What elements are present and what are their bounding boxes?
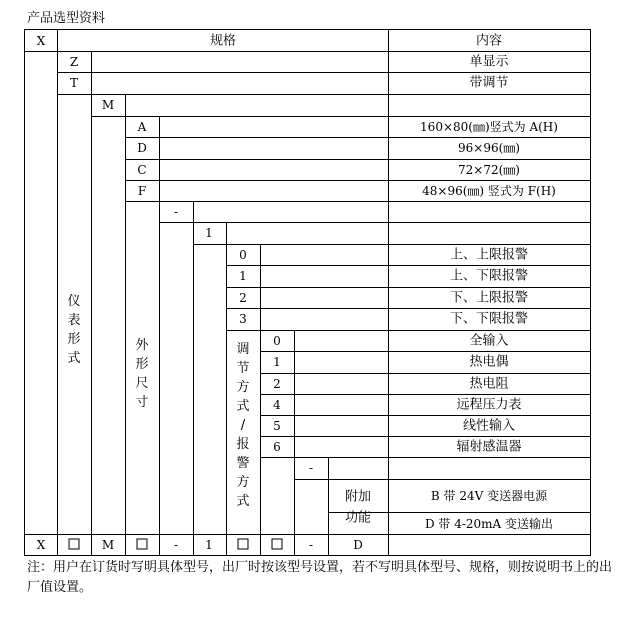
control-alarm-label: 调 节 方 式 / 报 警 方 式: [236, 342, 250, 509]
code-dash-2: -: [308, 461, 314, 475]
code-t: T: [69, 76, 79, 90]
footer-m: M: [101, 538, 115, 552]
header-code: X: [36, 34, 46, 48]
input-content-2: 热电阻: [469, 376, 509, 392]
footer-dash-2: -: [308, 538, 314, 552]
alarm-code-2: 2: [239, 291, 247, 305]
extra-function-label-2: 功能: [344, 510, 372, 526]
content-f: 48×96(㎜) 竖式为 F(H): [422, 184, 556, 198]
input-code-4: 5: [273, 419, 281, 433]
footer-box-3: [238, 539, 249, 552]
outer-size-label: 外 形 尺 寸: [135, 338, 149, 410]
footer-one: 1: [205, 538, 213, 552]
footer-dash: -: [173, 538, 179, 552]
alarm-content-0: 上、上限报警: [449, 247, 529, 263]
footer-d: D: [353, 538, 363, 552]
input-content-4: 线性输入: [462, 418, 516, 434]
alarm-code-0: 0: [239, 248, 247, 262]
instrument-form-label: 仪 表 形 式: [67, 294, 81, 366]
order-note: 注：用户在订货时写明具体型号，出厂时按该型号设置，若不写明具体型号、规格，则按说明书上的出厂值设置。: [27, 560, 613, 595]
alarm-content-3: 下、下限报警: [449, 311, 529, 327]
code-a: A: [137, 120, 147, 134]
footer-box-1: [69, 539, 80, 552]
code-one: 1: [205, 226, 213, 240]
input-code-5: 6: [273, 440, 281, 454]
content-d: 96×96(㎜): [458, 141, 520, 155]
extra-content-b: B 带 24V 变送器电源: [430, 489, 548, 503]
header-content: 内容: [475, 33, 503, 49]
code-z: Z: [69, 55, 79, 69]
code-dash: -: [173, 205, 179, 219]
input-content-1: 热电偶: [469, 354, 509, 370]
input-code-2: 2: [273, 377, 281, 391]
extra-content-d: D 带 4-20mA 变送输出: [424, 517, 554, 531]
header-spec: 规格: [209, 33, 237, 49]
code-f: F: [137, 184, 147, 198]
input-content-3: 远程压力表: [456, 397, 522, 413]
footer-box-4: [272, 539, 283, 552]
content-a: 160×80(㎜)竖式为 A(H): [420, 120, 558, 134]
alarm-content-2: 下、上限报警: [449, 290, 529, 306]
code-d: D: [137, 141, 147, 155]
input-code-0: 0: [273, 334, 281, 348]
footer-box-2: [137, 539, 148, 552]
alarm-code-1: 1: [239, 269, 247, 283]
input-content-0: 全输入: [469, 333, 509, 349]
input-content-5: 辐射感温器: [456, 439, 522, 455]
content-c: 72×72(㎜): [458, 163, 520, 177]
content-t: 带调节: [469, 75, 509, 91]
footer-x: X: [36, 538, 46, 552]
alarm-code-3: 3: [239, 312, 247, 326]
code-m: M: [101, 98, 115, 112]
code-c: C: [137, 163, 147, 177]
page-title: 产品选型资料: [27, 11, 106, 26]
alarm-content-1: 上、下限报警: [449, 268, 529, 284]
input-code-3: 4: [273, 398, 281, 412]
extra-function-label-1: 附加: [344, 489, 372, 505]
content-z: 单显示: [469, 54, 509, 70]
input-code-1: 1: [273, 355, 281, 369]
